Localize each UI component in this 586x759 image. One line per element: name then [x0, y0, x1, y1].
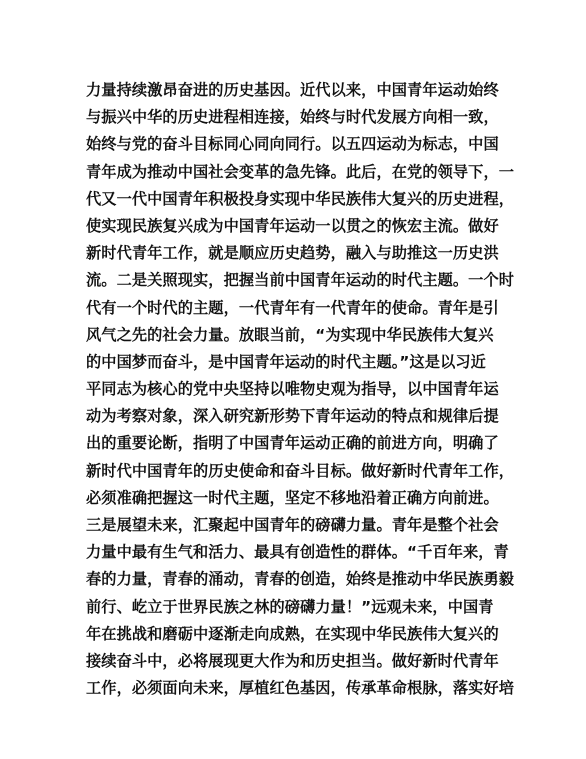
text-line-9: 代有一个时代的主题，一代青年有一代青年的使命。青年是引: [86, 298, 499, 317]
text-line-17: 三是展望未来，汇聚起中国青年的磅礴力量。青年是整个社会: [86, 516, 499, 534]
text-line-18: 力量中最有生气和活力、最具有创造性的群体。“千百年来，青: [86, 543, 509, 562]
text-line-21: 年在挑战和磨砺中逐渐走向成熟，在实现中华民族伟大复兴的: [86, 624, 499, 643]
text-line-1: 力量持续激昂奋进的历史基因。近代以来，中国青年运动始终: [86, 81, 499, 99]
text-line-16: 必须准确把握这一时代主题，坚定不移地沿着正确方向前进。: [86, 488, 499, 507]
text-line-10: 风气之先的社会力量。放眼当前，“为实现中华民族伟大复兴: [86, 325, 494, 344]
text-line-20: 前行、屹立于世界民族之林的磅礴力量！”远观未来，中国青: [86, 597, 494, 616]
text-line-23: 工作，必须面向未来，厚植红色基因，传承革命根脉，落实好培: [86, 679, 515, 698]
text-line-2: 与振兴中华的历史进程相连接，始终与时代发展方向相一致，: [86, 108, 499, 127]
text-line-22: 接续奋斗中，必将展现更大作为和历史担当。做好新时代青年: [86, 651, 499, 670]
text-line-6: 使实现民族复兴成为中国青年运动一以贯之的恢宏主流。做好: [86, 216, 499, 235]
text-line-7: 新时代青年工作，就是顺应历史趋势，融入与助推这一历史洪: [86, 244, 499, 263]
text-line-14: 出的重要论断，指明了中国青年运动正确的前进方向，明确了: [86, 434, 499, 453]
text-line-3: 始终与党的奋斗目标同心同向同行。以五四运动为标志，中国: [86, 135, 499, 154]
text-line-5: 代又一代中国青年积极投身实现中华民族伟大复兴的历史进程，: [86, 189, 515, 208]
text-line-4: 青年成为推动中国社会变革的急先锋。此后，在党的领导下，一: [86, 162, 515, 181]
text-line-19: 春的力量，青春的涌动，青春的创造，始终是推动中华民族勇毅: [86, 570, 515, 589]
text-line-13: 动为考察对象，深入研究新形势下青年运动的特点和规律后提: [86, 407, 499, 426]
text-line-12: 平同志为核心的党中央坚持以唯物史观为指导，以中国青年运: [86, 380, 499, 399]
text-line-15: 新时代中国青年的历史使命和奋斗目标。做好新时代青年工作，: [86, 461, 515, 480]
body-paragraph: [86, 77, 515, 702]
text-line-8: 流。二是关照现实，把握当前中国青年运动的时代主题。一个时: [86, 271, 515, 290]
text-line-11: 的中国梦而奋斗，是中国青年运动的时代主题。”这是以习近: [86, 352, 486, 371]
